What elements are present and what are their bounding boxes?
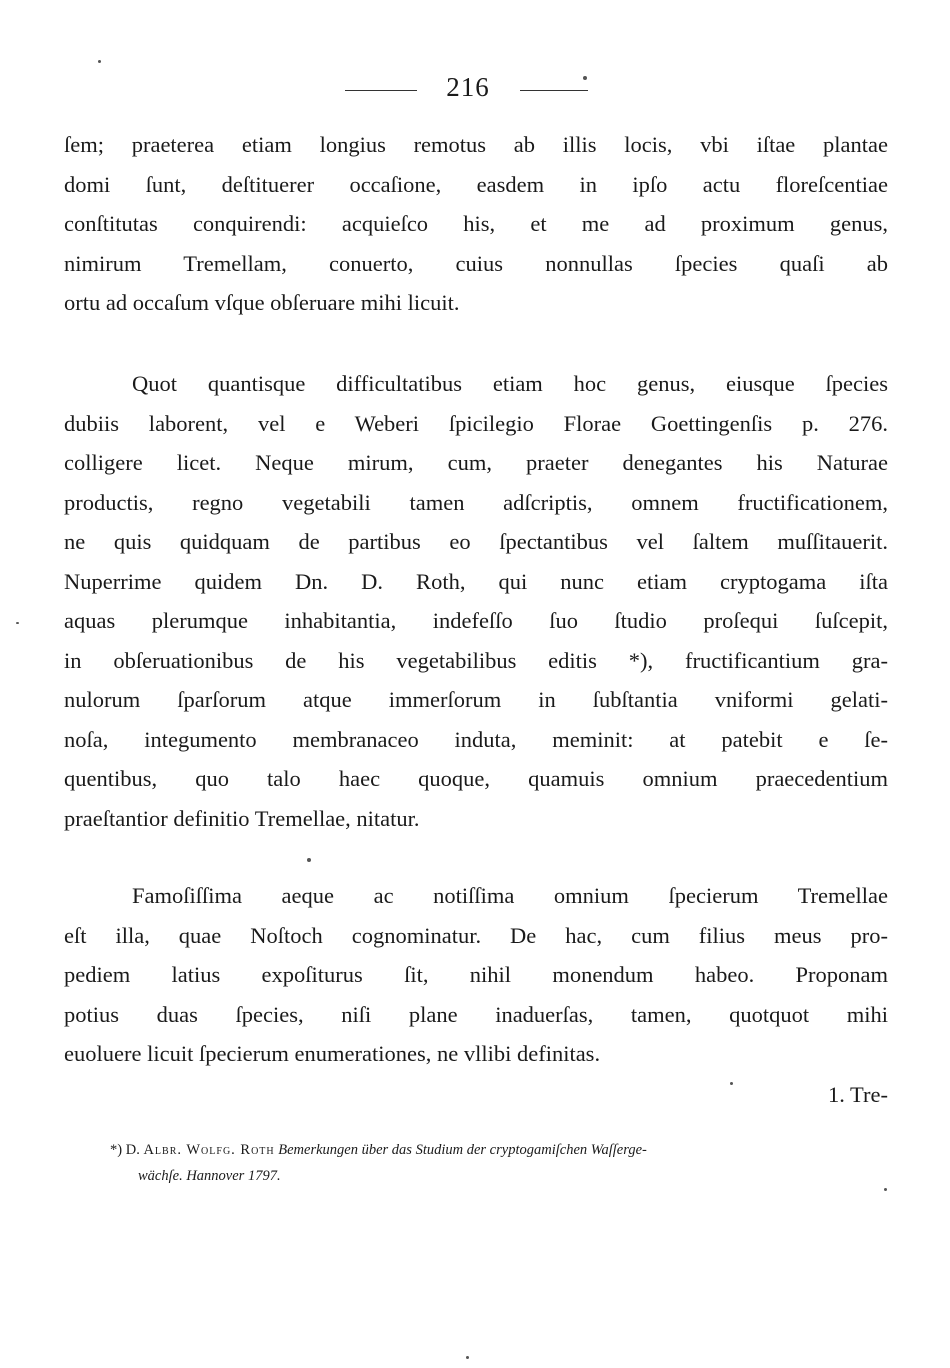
text-line: Nuperrime quidem Dn. D. Roth, qui nunc etiam cryptogama iſta [64, 568, 888, 594]
text-line: Famoſiſſima aeque ac notiſſima omnium ſpecierum Tremellae [132, 883, 888, 908]
text-line: nimirum Tremellam, conuerto, cuius nonnullas ſpecies quaſi ab [64, 250, 888, 276]
paragraph-3 [64, 876, 888, 1074]
page-header [0, 72, 950, 106]
header-rule-right [520, 90, 588, 91]
print-speck [583, 76, 587, 80]
paragraph-2 [64, 364, 888, 838]
footnote-line-2 [110, 1163, 895, 1189]
text-line: noſa, integumento membranaceo induta, meminit: at patebit e ſe- [64, 726, 888, 752]
text-line: dubiis laborent, vel e Weberi ſpicilegio Florae Goettingenſis p. 276. [64, 410, 888, 436]
text-line: potius duas ſpecies, niſi plane inaduerſas, tamen, quotquot mihi [64, 1001, 888, 1027]
footnote [110, 1137, 895, 1189]
text-line: Quot quantisque difficultatibus etiam hoc genus, eiusque ſpecies [132, 371, 888, 396]
text-line: aquas plerumque inhabitantia, indefeſſo ſuo ſtudio proſequi ſuſcepit, [64, 608, 888, 633]
print-speck [466, 1356, 469, 1359]
catchword: 1. Tre- [827, 1082, 888, 1107]
page-number: 216 [446, 72, 490, 102]
footnote-title-end: wächſe. [138, 1168, 183, 1184]
print-speck [16, 622, 19, 624]
print-speck [884, 1188, 887, 1191]
paragraph-1 [64, 125, 888, 323]
text-line: euoluere licuit ſpecierum enumerationes, ne vllibi definitas. [64, 1041, 601, 1066]
print-speck [98, 60, 101, 63]
text-line: eſt illa, quae Noſtoch cognominatur. De hac, cum filius meus pro- [64, 922, 888, 948]
text-line: in obſeruationibus de his vegetabilibus editis *), fructificantium gra- [64, 647, 888, 673]
text-line: nulorum ſparſorum atque immerſorum in ſubſtantia vniformi gelati- [64, 687, 888, 712]
text-line: praeſtantior definitio Tremellae, nitatur. [64, 805, 420, 831]
text-line: colligere licet. Neque mirum, cum, praeter denegantes his Naturae [64, 450, 888, 475]
footnote-author-initials: D. [125, 1142, 140, 1158]
text-line: ne quis quidquam de partibus eo ſpectantibus vel ſaltem muſſitauerit. [64, 529, 888, 554]
footnote-line-1 [110, 1137, 895, 1163]
text-line: ſem; praeterea etiam longius remotus ab illis locis, vbi iſtae plantae [64, 132, 888, 157]
text-line: productis, regno vegetabili tamen adſcriptis, omnem fructificationem, [64, 489, 888, 515]
text-line: conſtitutas conquirendi: acquieſco his, et me ad proximum genus, [64, 211, 888, 236]
footnote-place-year: Hannover 1797. [186, 1168, 281, 1184]
header-rule-left [345, 90, 417, 91]
text-line: domi ſunt, deſtituerer occaſione, easdem in ipſo actu floreſcentiae [64, 171, 888, 197]
print-speck [307, 858, 311, 862]
text-line: ortu ad occaſum vſque obſeruare mihi licuit. [64, 290, 460, 315]
text-line: quentibus, quo talo haec quoque, quamuis omnium praecedentium [64, 766, 888, 791]
text-line: pediem latius expoſiturus ſit, nihil monendum habeo. Proponam [64, 962, 888, 987]
print-speck [730, 1082, 733, 1085]
footnote-author: Albr. Wolfg. Roth [143, 1142, 275, 1158]
footnote-marker: *) [110, 1142, 123, 1158]
footnote-title: Bemerkungen über das Studium der cryptogamiſchen Waſſerge- [278, 1142, 647, 1158]
